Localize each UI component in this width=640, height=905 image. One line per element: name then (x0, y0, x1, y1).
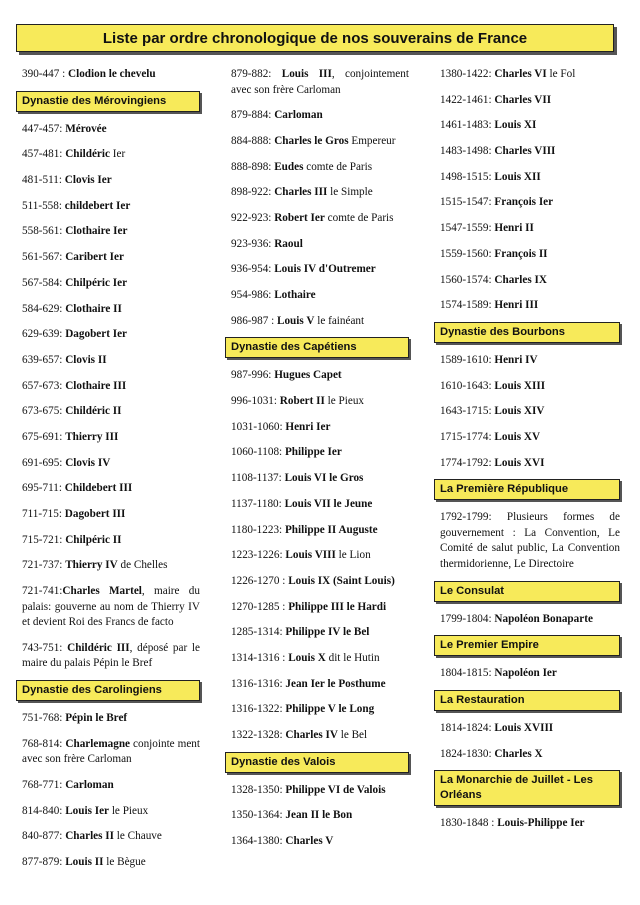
sovereign-name: Henri IV (494, 353, 538, 366)
sovereign-name: Childéric III (67, 641, 130, 654)
reign-entry (16, 456, 200, 472)
reign-dates: 691-695: (22, 456, 66, 469)
reign-entry (16, 804, 200, 820)
sovereign-name: Louis Ier (65, 804, 110, 817)
sovereign-note: comte de Paris (324, 211, 394, 224)
sovereign-name: Raoul (274, 237, 303, 250)
reign-entry (434, 170, 620, 186)
reign-dates: 768-771: (22, 778, 66, 791)
reign-entry (434, 721, 620, 737)
reign-entry (434, 510, 620, 572)
sovereign-name: Louis XI (494, 119, 537, 132)
reign-dates: 1515-1547: (440, 196, 495, 209)
reign-dates: 447-457: (22, 122, 66, 135)
reign-dates: 898-922: (231, 186, 275, 199)
reign-dates: 1483-1498: (440, 145, 495, 158)
reign-dates: 629-639: (22, 328, 66, 341)
sovereign-name: Charles VIII (494, 145, 556, 158)
sovereign-note: le Fol (546, 68, 576, 80)
reign-entry (225, 185, 409, 201)
reign-dates: 1559-1560: (440, 247, 495, 260)
sovereign-name: Clodion le chevelu (68, 68, 156, 80)
reign-entry (16, 379, 200, 395)
reign-dates: 743-751: (22, 641, 68, 654)
sovereign-name: Charles Martel (62, 585, 142, 598)
sovereign-name: Louis XVI (494, 456, 545, 469)
sovereign-note: , maire du palais: gouverne au nom de Thierry IV et devient Roi des Francs de facto (22, 585, 200, 629)
sovereign-name: Charlemagne (65, 737, 131, 750)
reign-entry (16, 584, 200, 631)
reign-dates: 1328-1350: (231, 783, 286, 796)
reign-entry (225, 237, 409, 253)
sovereign-note: Ier (112, 148, 126, 161)
reign-entry (225, 677, 409, 693)
reign-entry (434, 747, 620, 763)
sovereign-name: Louis XVIII (494, 721, 554, 734)
reign-entry (434, 67, 620, 83)
reign-dates: 1226-1270 : (231, 574, 289, 587)
reign-dates: 721-737: (22, 559, 66, 572)
section-header: La Restauration (434, 690, 620, 711)
reign-entry (225, 783, 409, 799)
reign-entry (225, 702, 409, 718)
reign-entry (16, 327, 200, 343)
reign-dates: 1180-1223: (231, 523, 285, 536)
reign-dates: 457-481: (22, 148, 66, 161)
reign-dates: 715-721: (22, 533, 66, 546)
sovereign-note: le Chauve (114, 830, 162, 843)
sovereign-note: comte de Paris (303, 160, 373, 173)
reign-entry (16, 711, 200, 727)
reign-dates: 1031-1060: (231, 420, 286, 433)
reign-dates: 673-675: (22, 405, 66, 418)
sovereign-name: Louis VIII (285, 549, 336, 562)
sovereign-name: Mérovée (65, 122, 107, 135)
sovereign-note: le fainéant (314, 314, 365, 327)
reign-dates: 1316-1316: (231, 677, 286, 690)
reign-entry (225, 471, 409, 487)
sovereign-name: Louis XII (494, 170, 541, 183)
reign-dates: 1422-1461: (440, 93, 495, 106)
sovereign-name: Charles V (285, 835, 334, 848)
reign-dates: 695-711: (22, 482, 65, 495)
sovereign-name: Louis XIV (494, 405, 545, 418)
sovereign-name: Louis XIII (494, 379, 546, 392)
reign-entry (434, 144, 620, 160)
reign-entry (16, 855, 200, 871)
reign-dates: 1461-1483: (440, 119, 495, 132)
reign-entry (225, 160, 409, 176)
reign-entry (225, 548, 409, 564)
sovereign-note: , conjointement avec son frère Carloman (231, 68, 409, 96)
reign-dates: 936-954: (231, 263, 275, 276)
section-header: Le Premier Empire (434, 635, 620, 656)
sovereign-name: François II (494, 247, 548, 260)
reign-dates: 884-888: (231, 134, 275, 147)
reign-dates: 879-882: (231, 68, 282, 80)
reign-dates: 877-879: (22, 855, 66, 868)
sovereign-name: Robert II (279, 395, 325, 408)
section-header: Dynastie des Mérovingiens (16, 91, 200, 112)
sovereign-name: Henri Ier (285, 420, 331, 433)
sovereign-name: Jean II le Bon (285, 809, 353, 822)
reign-dates: 986-987 : (231, 314, 277, 327)
sovereign-name: Louis II (65, 855, 104, 868)
reign-entry (434, 404, 620, 420)
reign-dates: 1223-1226: (231, 549, 286, 562)
reign-entry (434, 273, 620, 289)
reign-dates: 879-884: (231, 109, 275, 122)
reign-entry (225, 445, 409, 461)
sovereign-name: Childebert III (64, 482, 133, 495)
reign-dates: 954-986: (231, 289, 275, 301)
sovereign-name: Charles VII (494, 93, 552, 106)
reign-dates: 1830-1848 : (440, 817, 498, 830)
sovereign-name: Thierry III (65, 430, 119, 443)
sovereign-name: Louis-Philippe Ier (497, 817, 585, 830)
reign-dates: 1574-1589: (440, 299, 495, 312)
sovereign-name: Hugues Capet (274, 369, 342, 382)
reign-entry (434, 298, 620, 314)
sovereign-name: childebert Ier (64, 199, 131, 212)
reign-entry (16, 481, 200, 497)
sovereign-name: Jean Ier le Posthume (285, 677, 386, 690)
sovereign-name: Philippe II Auguste (284, 523, 378, 536)
sovereign-note: Empereur (348, 134, 396, 147)
sovereign-name: Lothaire (274, 289, 316, 301)
sovereign-name: Charles VI (494, 68, 547, 80)
sovereign-name: Charles X (494, 747, 543, 760)
sovereign-name: Louis VII le Jeune (284, 497, 373, 510)
section-header: Le Consulat (434, 581, 620, 602)
reign-entry (16, 507, 200, 523)
reign-entry (225, 288, 409, 304)
reign-entry (434, 247, 620, 263)
reign-entry (16, 224, 200, 240)
reign-dates: 840-877: (22, 830, 66, 843)
sovereign-name: Clovis II (65, 353, 107, 366)
reign-entry (16, 302, 200, 318)
reign-dates: 751-768: (22, 711, 66, 724)
reign-entry (225, 574, 409, 590)
reign-entry (225, 523, 409, 539)
reign-dates: 1799-1804: (440, 612, 495, 625)
reign-dates: 922-923: (231, 211, 275, 224)
reign-dates: 639-657: (22, 353, 66, 366)
reign-dates: 1804-1815: (440, 667, 495, 680)
sovereign-note: conjointe ment avec son frère Carloman (22, 737, 200, 766)
reign-entry (434, 379, 620, 395)
sovereign-name: Louis IX (Saint Louis) (288, 574, 395, 587)
sovereign-name: Chilpéric Ier (65, 276, 128, 289)
sovereign-name: Carloman (274, 109, 323, 122)
reign-dates: 996-1031: (231, 395, 280, 408)
reign-dates: 1285-1314: (231, 626, 286, 639)
reign-dates: 584-629: (22, 302, 66, 315)
reign-dates: 768-814: (22, 737, 66, 750)
sovereign-note: le Pieux (324, 395, 365, 408)
reign-dates: 1364-1380: (231, 835, 286, 848)
reign-entry (16, 199, 200, 215)
column-2 (225, 67, 409, 860)
sovereign-name: Thierry IV (65, 559, 118, 572)
reign-entry (16, 67, 200, 83)
reign-entry (434, 93, 620, 109)
sovereign-name: Clovis IV (65, 456, 111, 469)
reign-dates: 721-741: (22, 585, 63, 598)
reign-dates: 1322-1328: (231, 729, 286, 741)
sovereign-name: François Ier (494, 196, 554, 209)
sovereign-name: Philippe IV le Bel (285, 626, 370, 639)
reign-dates: 511-558: (22, 199, 65, 212)
reign-dates: 1792-1799: (440, 511, 507, 524)
sovereign-note: le Bel (337, 729, 368, 741)
reign-dates: 888-898: (231, 160, 275, 173)
sovereign-note: le Simple (327, 186, 373, 199)
reign-entry (16, 737, 200, 768)
sovereign-name: Charles IX (494, 273, 547, 286)
reign-entry (16, 147, 200, 163)
reign-entry (16, 641, 200, 672)
reign-dates: 1316-1322: (231, 703, 286, 716)
reign-dates: 567-584: (22, 276, 66, 289)
reign-entry (225, 394, 409, 410)
reign-entry (225, 625, 409, 641)
sovereign-name: Charles IV (285, 729, 338, 741)
reign-dates: 1715-1774: (440, 430, 495, 443)
reign-entry (225, 651, 409, 667)
reign-dates: 1350-1364: (231, 809, 286, 822)
reign-entry (225, 420, 409, 436)
sovereign-name: Dagobert III (64, 508, 126, 520)
reign-dates: 814-840: (22, 804, 66, 817)
document-title: Liste par ordre chronologique de nos souverains de France (16, 24, 614, 52)
sovereign-name: Louis IV d'Outremer (274, 263, 376, 276)
reign-entry (16, 829, 200, 845)
reign-entry (16, 250, 200, 266)
sovereign-note: , déposé par le maire du palais Pépin le Bref (22, 641, 200, 670)
sovereign-name: Charles II (65, 830, 114, 843)
reign-dates: 923-936: (231, 237, 275, 250)
sovereign-name: Robert Ier (274, 211, 325, 224)
section-header: Dynastie des Carolingiens (16, 680, 200, 701)
reign-entry (16, 430, 200, 446)
reign-dates: 1314-1316 : (231, 651, 289, 664)
sovereign-name: Dagobert Ier (65, 328, 128, 341)
reign-entry (225, 211, 409, 227)
reign-entry (434, 816, 620, 832)
reign-entry (434, 221, 620, 237)
reign-entry (434, 456, 620, 472)
column-3 (434, 67, 620, 842)
reign-entry (16, 353, 200, 369)
reign-dates: 481-511: (22, 174, 65, 187)
reign-entry (225, 834, 409, 850)
reign-dates: 711-715: (22, 508, 65, 520)
reign-entry (434, 195, 620, 211)
reign-dates: 1060-1108: (231, 446, 285, 459)
reign-entry (225, 262, 409, 278)
column-1 (16, 67, 200, 881)
section-header: Dynastie des Valois (225, 752, 409, 773)
sovereign-name: Childéric II (65, 405, 122, 418)
reign-dates: 1270-1285 : (231, 600, 289, 613)
sovereign-note: Plusieurs formes de gouvernement : La Convention, Le Comité de salut public, La Convention thermidorienne, Le Directoire (440, 511, 620, 570)
reign-dates: 1643-1715: (440, 405, 495, 418)
reign-entry (16, 778, 200, 794)
reign-dates: 390-447 : (22, 68, 68, 80)
sovereign-name: Louis VI le Gros (284, 472, 364, 485)
reign-entry (434, 430, 620, 446)
sovereign-name: Philippe Ier (284, 446, 342, 459)
section-header: La Monarchie de Juillet - Les Orléans (434, 770, 620, 806)
reign-dates: 558-561: (22, 225, 66, 238)
reign-dates: 1560-1574: (440, 273, 495, 286)
reign-entry (16, 404, 200, 420)
reign-entry (225, 108, 409, 124)
sovereign-name: Charles III (274, 186, 328, 199)
sovereign-note: le Bègue (103, 855, 146, 868)
reign-entry (434, 118, 620, 134)
reign-dates: 1380-1422: (440, 68, 495, 80)
section-header: Dynastie des Bourbons (434, 322, 620, 343)
sovereign-name: Clothaire Ier (65, 225, 128, 238)
reign-entry (225, 497, 409, 513)
reign-dates: 987-996: (231, 369, 275, 382)
sovereign-name: Philippe III le Hardi (288, 600, 387, 613)
reign-entry (16, 558, 200, 574)
sovereign-note: le Lion (335, 549, 371, 562)
sovereign-note: le Pieux (109, 804, 149, 817)
sovereign-name: Pépin le Bref (65, 711, 128, 724)
sovereign-name: Clovis Ier (64, 174, 112, 187)
reign-entry (16, 173, 200, 189)
sovereign-name: Charles le Gros (274, 134, 349, 147)
reign-entry (225, 368, 409, 384)
reign-entry (225, 808, 409, 824)
reign-entry (225, 314, 409, 330)
section-header: La Première République (434, 479, 620, 500)
reign-entry (16, 122, 200, 138)
reign-entry (225, 600, 409, 616)
sovereign-name: Childéric (65, 148, 113, 161)
sovereign-name: Louis XV (494, 430, 541, 443)
reign-entry (225, 728, 409, 744)
sovereign-name: Napoléon Bonaparte (494, 612, 593, 625)
sovereign-name: Henri II (494, 222, 534, 235)
reign-dates: 1774-1792: (440, 456, 495, 469)
sovereign-name: Clothaire III (65, 379, 127, 392)
reign-entry (16, 276, 200, 292)
reign-dates: 1610-1643: (440, 379, 495, 392)
sovereign-name: Napoléon Ier (494, 667, 557, 680)
sovereign-name: Louis X (288, 651, 326, 664)
reign-entry (225, 67, 409, 98)
reign-entry (225, 134, 409, 150)
sovereign-name: Carloman (65, 778, 114, 791)
sovereign-name: Louis V (277, 314, 315, 327)
sovereign-name: Louis III (281, 68, 332, 80)
sovereign-note: de Chelles (117, 559, 168, 572)
reign-dates: 1137-1180: (231, 497, 285, 510)
reign-dates: 1498-1515: (440, 170, 495, 183)
reign-dates: 1547-1559: (440, 222, 495, 235)
reign-dates: 657-673: (22, 379, 66, 392)
reign-dates: 1108-1137: (231, 472, 285, 485)
reign-entry (434, 666, 620, 682)
reign-dates: 1814-1824: (440, 721, 495, 734)
sovereign-name: Eudes (274, 160, 304, 173)
reign-dates: 1589-1610: (440, 353, 495, 366)
reign-dates: 1824-1830: (440, 747, 495, 760)
sovereign-name: Clothaire II (65, 302, 122, 315)
reign-dates: 561-567: (22, 251, 66, 264)
reign-entry (16, 533, 200, 549)
reign-dates: 675-691: (22, 430, 66, 443)
sovereign-name: Philippe V le Long (285, 703, 375, 716)
sovereign-note: dit le Hutin (325, 651, 380, 664)
sovereign-name: Philippe VI de Valois (285, 783, 386, 796)
sovereign-name: Chilpéric II (65, 533, 122, 546)
sovereign-name: Henri III (494, 299, 539, 312)
reign-entry (434, 353, 620, 369)
sovereign-name: Caribert Ier (65, 251, 124, 264)
section-header: Dynastie des Capétiens (225, 337, 409, 358)
reign-entry (434, 612, 620, 628)
